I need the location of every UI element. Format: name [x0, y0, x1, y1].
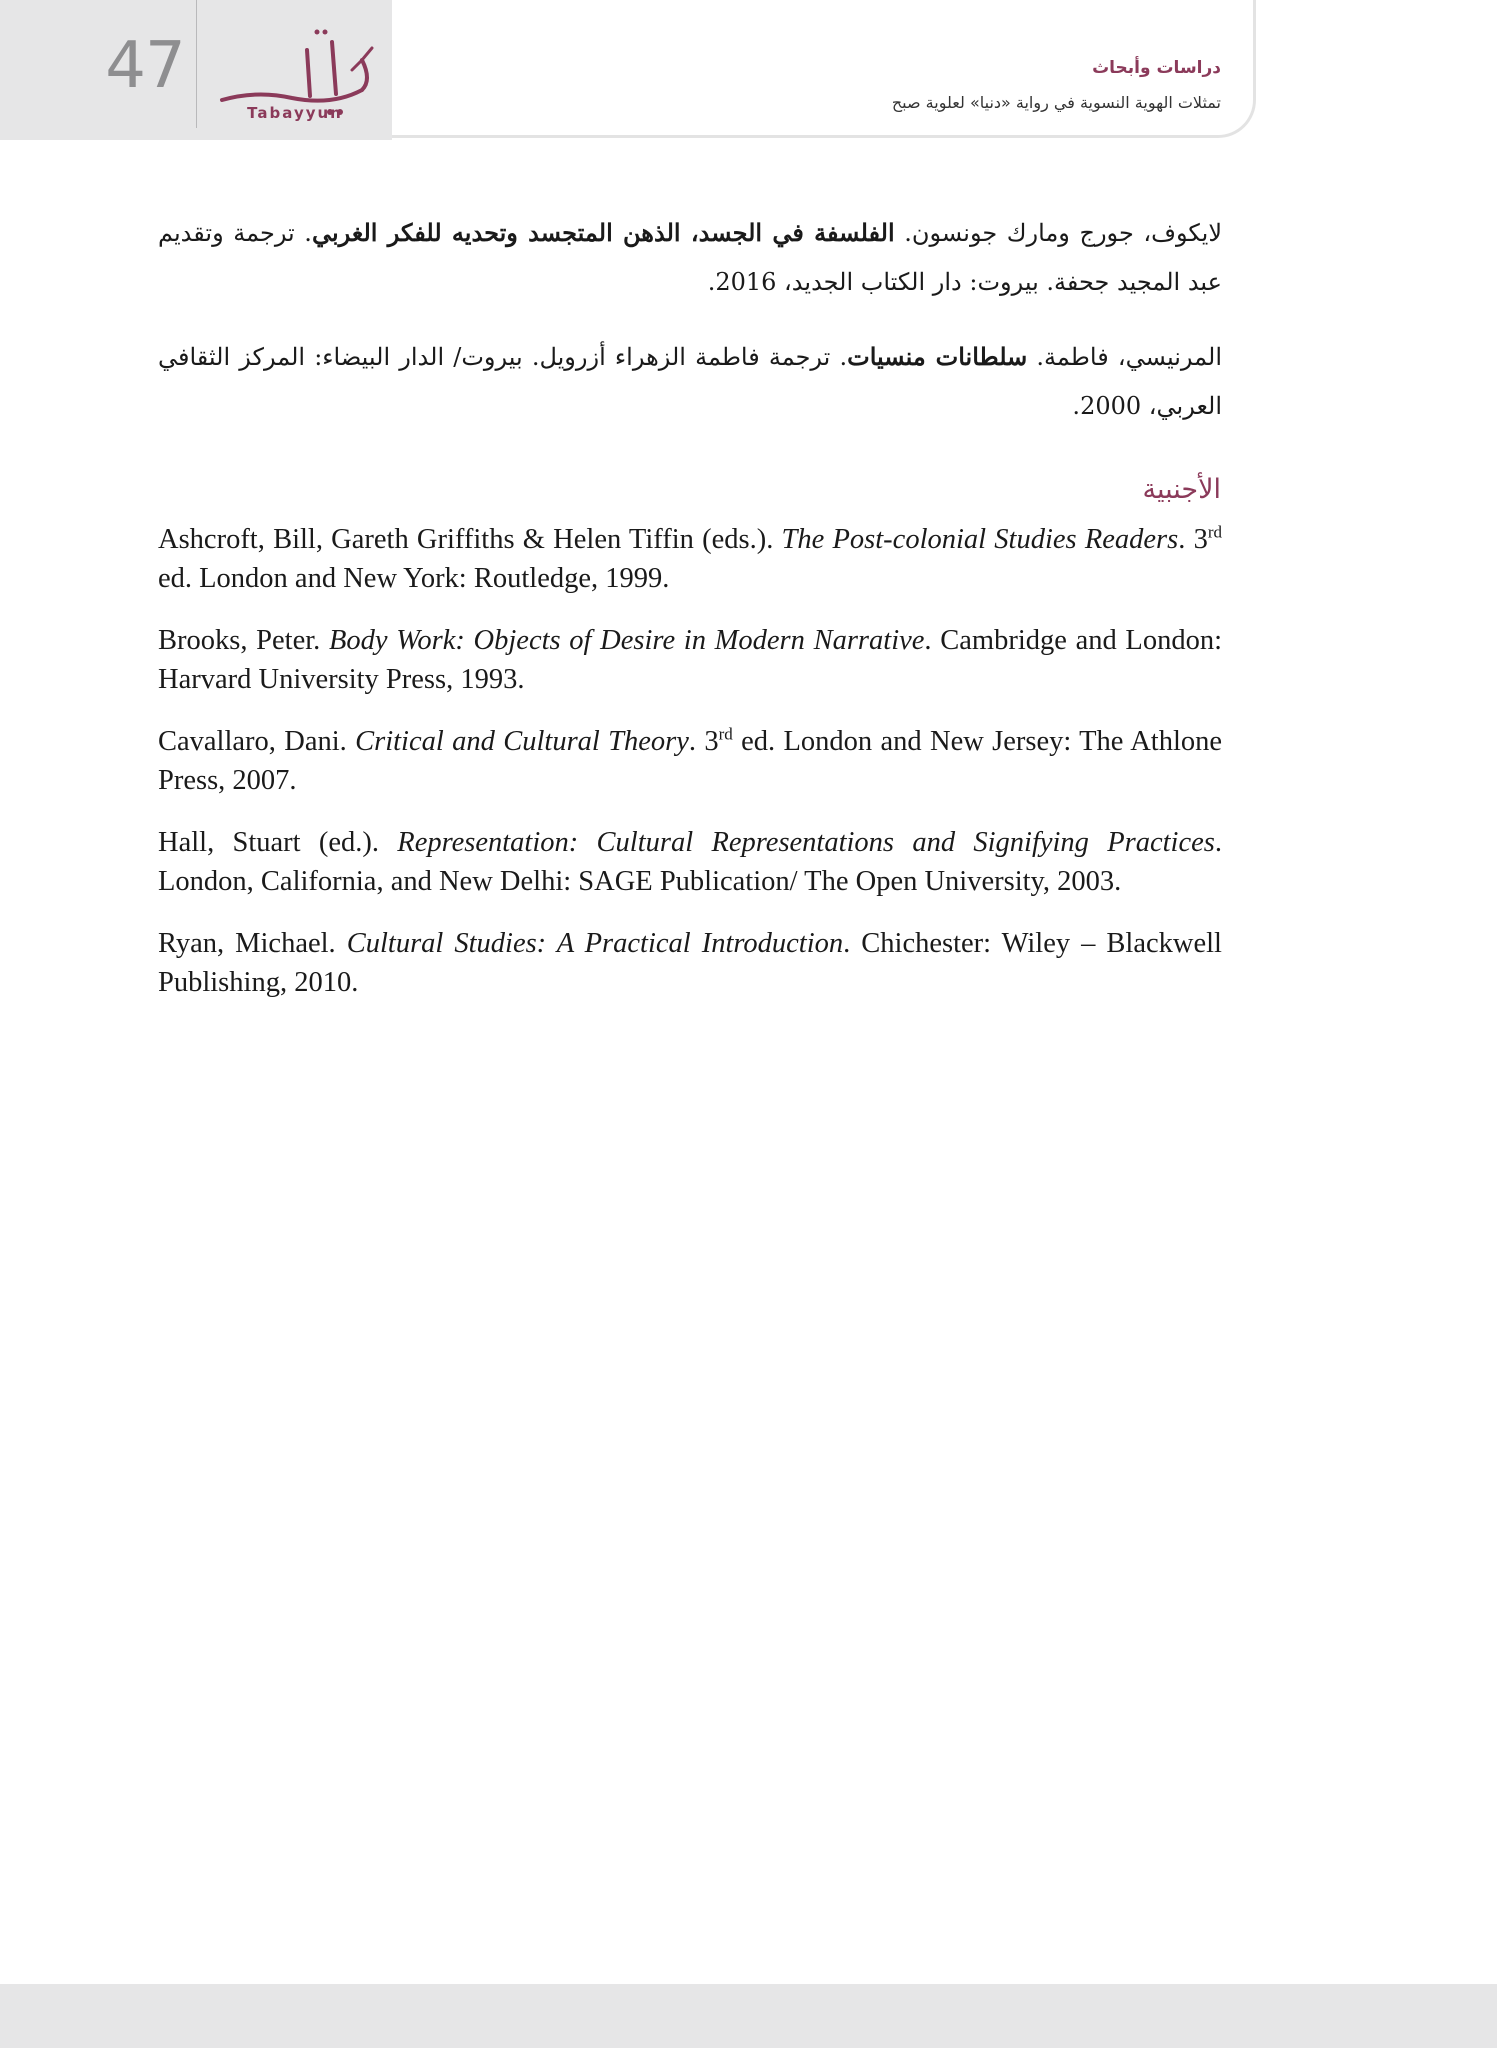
reference-foreign-5 — [158, 924, 1222, 1002]
ref-publication: . Chichester: Wiley – Blackwell Publishing, 2010. — [158, 928, 1222, 998]
ref-title: The Post-colonial Studies Readers — [781, 524, 1179, 555]
ref-author: Cavallaro, Dani. — [158, 726, 356, 757]
article-running-title: تمثلات الهوية النسوية في رواية «دنيا» لعلوية صبح — [891, 93, 1221, 112]
ref-author: Brooks, Peter. — [158, 625, 329, 656]
reference-foreign-3 — [158, 722, 1222, 800]
ref-publication: . 3 — [688, 726, 719, 757]
ref-author: Hall, Stuart (ed.). — [158, 827, 398, 858]
ref-author: Ashcroft, Bill, Gareth Griffiths & Helen Tiffin (eds.). — [158, 524, 782, 555]
ref-publication: . London, California, and New Delhi: SAGE Publication/ The Open University, 2003. — [158, 827, 1222, 897]
ref-title: Critical and Cultural Theory — [355, 726, 689, 757]
logo-latin-text: Tabayyun — [247, 104, 343, 122]
reference-arabic-1 — [158, 208, 1222, 307]
ref-title: الفلسفة في الجسد، الذهن المتجسد وتحديه للفكر الغربي — [311, 218, 895, 247]
footer-band — [0, 1984, 1497, 2048]
ref-publication: . ترجمة فاطمة الزهراء أزرويل. بيروت/ الدار البيضاء: المركز الثقافي العربي، 2000. — [158, 343, 1222, 420]
section-label: دراسات وأبحاث — [1092, 58, 1221, 78]
page-number: 47 — [105, 29, 185, 103]
reference-foreign-1 — [158, 520, 1222, 598]
ref-ordinal: rd — [1207, 522, 1222, 542]
ref-author: لايكوف، جورج ومارك جونسون. — [894, 219, 1223, 247]
reference-arabic-2 — [158, 332, 1222, 431]
ref-publication: . 3 — [1178, 524, 1208, 555]
ref-publication-rest: ed. London and New Jersey: The Athlone Press, 2007. — [158, 726, 1223, 796]
header-separator — [196, 0, 197, 128]
ref-author: المرنيسي، فاطمة. — [1027, 343, 1223, 371]
foreign-references-heading: الأجنبية — [1142, 474, 1221, 505]
ref-title: سلطانات منسيات — [847, 342, 1028, 371]
ref-title: Cultural Studies: A Practical Introduction — [346, 928, 844, 959]
reference-foreign-2 — [158, 621, 1222, 699]
ref-author: Ryan, Michael. — [158, 928, 347, 959]
ref-title: Body Work: Objects of Desire in Modern Narrative — [328, 625, 925, 656]
reference-foreign-4 — [158, 823, 1222, 901]
ref-ordinal: rd — [718, 724, 733, 744]
ref-publication-rest: ed. London and New York: Routledge, 1999. — [158, 563, 670, 594]
ref-publication: . Cambridge and London: Harvard University Press, 1993. — [158, 625, 1223, 695]
ref-publication: . ترجمة وتقديم عبد المجيد جحفة. بيروت: دار الكتاب الجديد، 2016. — [158, 219, 1222, 296]
ref-title: Representation: Cultural Representations and Signifying Practices — [397, 827, 1215, 858]
